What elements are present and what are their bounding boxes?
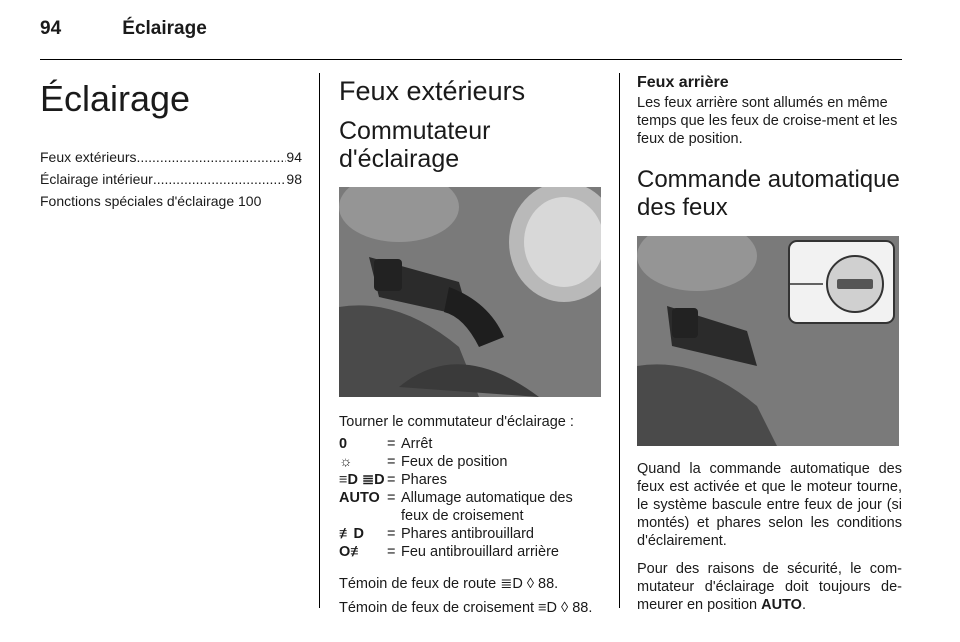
toc-label: Éclairage intérieur: [40, 171, 153, 187]
legend-desc: Allumage automatique des feux de croisement: [401, 490, 573, 524]
header-section: Éclairage: [122, 18, 207, 39]
light-switch-image: [339, 187, 601, 397]
legend-row: ☼ = Feux de position: [339, 453, 604, 471]
page-number: 94: [40, 18, 62, 39]
auto-description: Quand la commande automatique des feux est activée et que le moteur tourne, le système bascule entre feux de jour (si montés) et phares selon les conditions d'éclairement.: [637, 461, 902, 549]
column-divider-1: [319, 73, 320, 608]
safety-text: Pour des raisons de sécurité, le com-mutateur d'éclairage doit toujours de-meurer en position: [637, 561, 902, 613]
legend-row: AUTO = Allumage automatique des feux de croisement: [339, 489, 604, 525]
header-rule: [40, 59, 902, 60]
subsection-title: Commutateur d'éclairage: [339, 117, 491, 173]
column-divider-2: [619, 73, 620, 608]
legend-desc: Feux de position: [401, 454, 508, 470]
column-exterior-lights: [339, 70, 604, 627]
legend-symbol: O≢: [339, 544, 365, 560]
column-rear-auto: [637, 70, 902, 624]
legend-symbol: ≡D ≣D: [339, 472, 385, 488]
legend-row: O≢ = Feu antibrouillard arrière: [339, 543, 604, 561]
toc-page: 98: [286, 171, 302, 187]
legend-symbol: ☼: [339, 454, 353, 470]
legend-row: ≡D ≣D = Phares: [339, 471, 604, 489]
column-toc: [40, 70, 302, 212]
auto-label: AUTO: [761, 597, 802, 613]
toc-page: 100: [238, 193, 262, 209]
page-header: [40, 18, 207, 40]
auto-safety-note: [637, 560, 902, 614]
toc-entry[interactable]: [40, 168, 302, 190]
switch-intro: Tourner le commutateur d'éclairage :: [339, 414, 574, 430]
toc-entry[interactable]: [40, 190, 302, 212]
auto-switch-image: [637, 236, 899, 446]
auto-switch-photo: [637, 236, 899, 446]
legend-row: 0 = Arrêt: [339, 435, 604, 453]
switch-legend: [339, 435, 604, 561]
legend-desc: Feu antibrouillard arrière: [401, 544, 559, 560]
chapter-title: Éclairage: [40, 78, 191, 119]
toc-entry[interactable]: [40, 146, 302, 168]
rear-lights-text: Les feux arrière sont allumés en même temps que les feux de croise-ment et les feux de position.: [637, 95, 898, 147]
safety-period: .: [801, 597, 806, 613]
legend-desc: Arrêt: [401, 436, 433, 452]
legend-symbol: 0: [339, 436, 348, 452]
legend-desc: Phares antibrouillard: [401, 526, 534, 542]
rear-lights-title: Feux arrière: [637, 74, 729, 91]
section-title: Feux extérieurs: [339, 76, 526, 106]
auto-lights-title: Commande automatique des feux: [637, 166, 900, 221]
toc-label: Feux extérieurs: [40, 149, 137, 165]
legend-desc: Phares: [401, 472, 447, 488]
toc-page: 94: [286, 149, 302, 165]
legend-symbol: AUTO: [339, 490, 380, 506]
high-beam-indicator-text: Témoin de feux de route ≣D ◊ 88.: [339, 576, 559, 592]
toc-label: Fonctions spéciales d'éclairage: [40, 193, 239, 209]
low-beam-indicator-text: Témoin de feux de croisement ≡D ◊ 88.: [339, 600, 593, 616]
legend-symbol: ≢D: [339, 526, 364, 542]
light-switch-photo: [339, 187, 601, 397]
legend-row: ≢D = Phares antibrouillard: [339, 525, 604, 543]
toc-list: [40, 146, 302, 212]
